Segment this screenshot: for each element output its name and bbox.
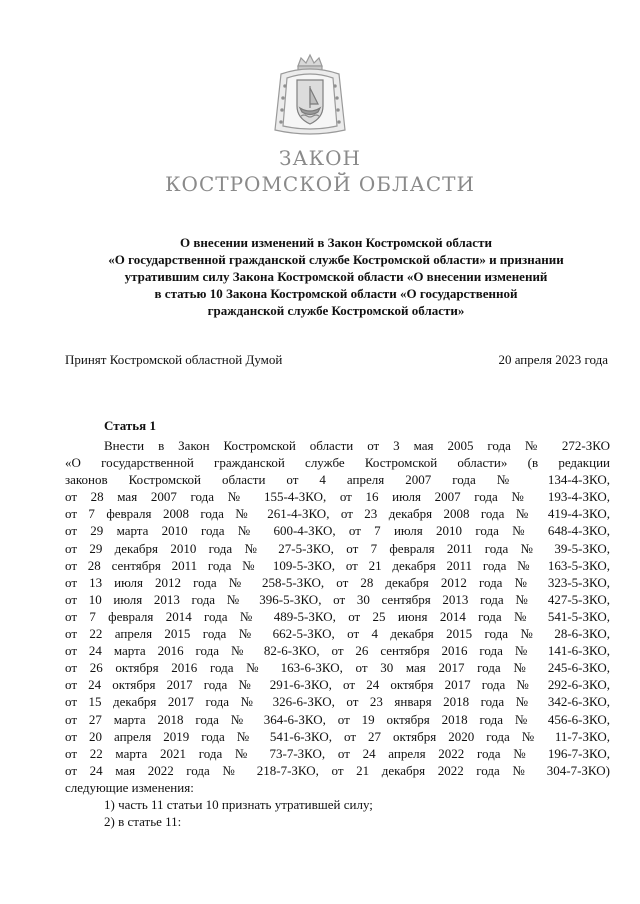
article-title: Статья 1 — [104, 418, 156, 433]
paragraph-line: законов Костромской области от 4 апреля 2007 года № 134-4-ЗКО, — [65, 472, 610, 488]
list-item: 2) в статье 11: — [104, 814, 182, 830]
heading-line: О внесении изменений в Закон Костромской области — [180, 235, 492, 250]
heading-line: «О государственной гражданской службе Костромской области» и признании — [108, 252, 564, 267]
paragraph-line: от 28 сентября 2011 года № 109-5-ЗКО, от 21 декабря 2011 года № 163-5-ЗКО, — [65, 557, 610, 573]
law-heading — [60, 234, 612, 319]
article-body — [65, 437, 610, 830]
paragraph-line: от 28 мая 2007 года № 155-4-ЗКО, от 16 июля 2007 года № 193-4-ЗКО, — [65, 489, 610, 505]
paragraph-line: Внести в Закон Костромской области от 3 мая 2005 года № 272-ЗКО — [104, 438, 610, 453]
heading-line: утратившим силу Закона Костромской области «О внесении изменений — [124, 269, 548, 284]
article-paragraph — [65, 437, 610, 796]
paragraph-line: от 22 апреля 2015 года № 662-5-ЗКО, от 4 декабря 2015 года № 28-6-ЗКО, — [65, 626, 610, 642]
paragraph-line: от 7 февраля 2014 года № 489-5-ЗКО, от 25 июня 2014 года № 541-5-ЗКО, — [65, 608, 610, 624]
paragraph-line: от 24 марта 2016 года № 82-6-ЗКО, от 26 сентября 2016 года № 141-6-ЗКО, — [65, 643, 610, 659]
adoption-date: 20 апреля 2023 года — [498, 352, 608, 367]
law-type-title: ЗАКОН — [279, 146, 361, 170]
paragraph-line: от 20 апреля 2019 года № 541-6-ЗКО, от 27 октября 2020 года № 11-7-ЗКО, — [65, 728, 610, 744]
list-item: 1) часть 11 статьи 10 признать утратившей силу; — [104, 796, 373, 812]
paragraph-line: от 24 мая 2022 года № 218-7-ЗКО, от 21 декабря 2022 года № 304-7-ЗКО) — [65, 762, 610, 778]
paragraph-line: от 15 декабря 2017 года № 326-6-ЗКО, от 23 января 2018 года № 342-6-ЗКО, — [65, 694, 610, 710]
paragraph-line: от 26 октября 2016 года № 163-6-ЗКО, от 30 мая 2017 года № 245-6-ЗКО, — [65, 660, 610, 676]
paragraph-line: следующие изменения: — [65, 779, 194, 795]
paragraph-line: от 7 февраля 2008 года № 261-4-ЗКО, от 23 декабря 2008 года № 419-4-ЗКО, — [65, 506, 610, 522]
paragraph-line: от 29 марта 2010 года № 600-4-ЗКО, от 7 июля 2010 года № 648-4-ЗКО, — [65, 523, 610, 539]
region-title: КОСТРОМСКОЙ ОБЛАСТИ — [165, 172, 475, 196]
paragraph-line: от 29 декабря 2010 года № 27-5-ЗКО, от 7 февраля 2011 года № 39-5-ЗКО, — [65, 540, 610, 556]
heading-line: в статью 10 Закона Костромской области «О государственной — [154, 286, 518, 301]
paragraph-line: от 27 марта 2018 года № 364-6-ЗКО, от 19 октября 2018 года № 456-6-ЗКО, — [65, 711, 610, 727]
paragraph-line: от 24 октября 2017 года № 291-6-ЗКО, от 24 октября 2017 года № 292-6-ЗКО, — [65, 677, 610, 693]
paragraph-line: «О государственной гражданской службе Костромской области» (в редакции — [65, 455, 610, 471]
paragraph-line: от 22 марта 2021 года № 73-7-ЗКО, от 24 апреля 2022 года № 196-7-ЗКО, — [65, 745, 610, 761]
heading-line: гражданской службе Костромской области» — [207, 303, 465, 318]
coat-of-arms-icon — [271, 52, 349, 138]
adopted-by-text: Принят Костромской областной Думой — [65, 352, 283, 367]
paragraph-line: от 10 июля 2013 года № 396-5-ЗКО, от 30 сентября 2013 года № 427-5-ЗКО, — [65, 591, 610, 607]
paragraph-line: от 13 июля 2012 года № 258-5-ЗКО, от 28 декабря 2012 года № 323-5-ЗКО, — [65, 574, 610, 590]
